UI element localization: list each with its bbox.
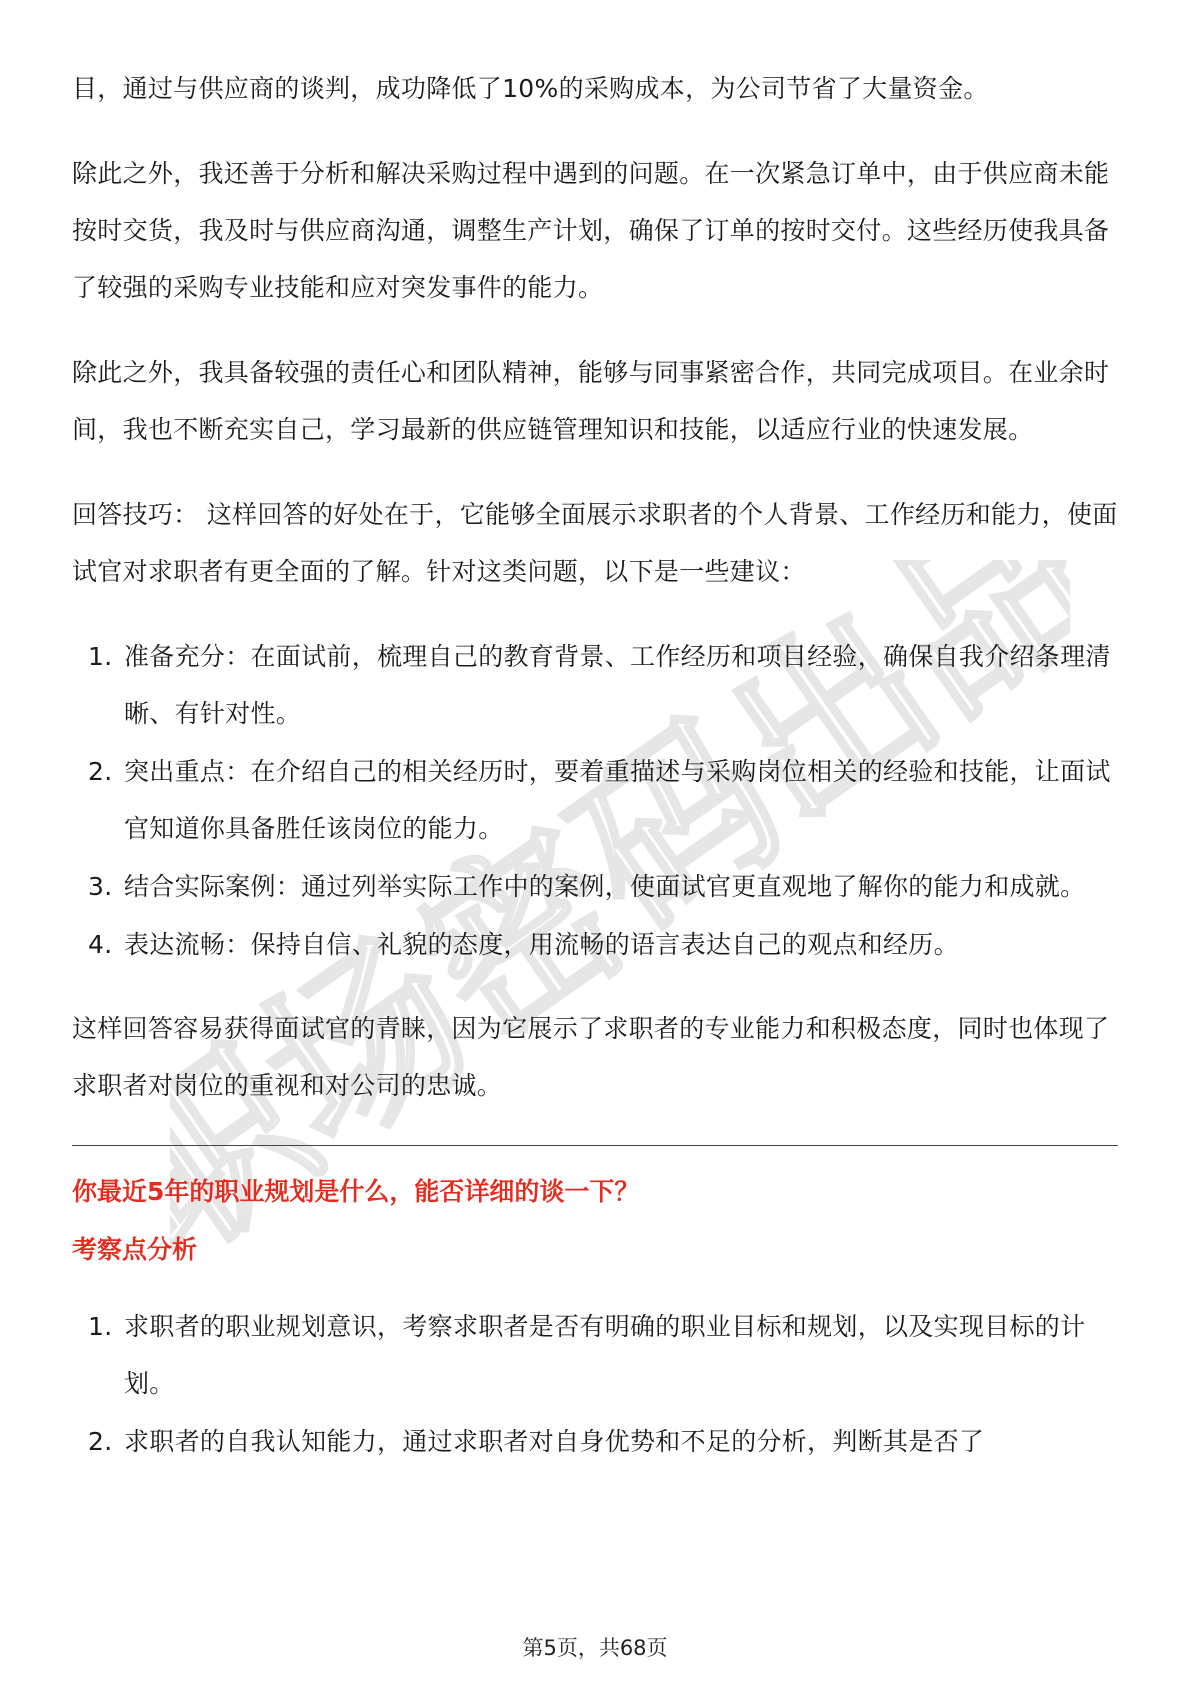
paragraph: 目，通过与供应商的谈判，成功降低了10%的采购成本，为公司节省了大量资金。 (72, 74, 989, 103)
list-number: 4. (88, 930, 113, 959)
list-item-text: 准备充分：在面试前，梳理自己的教育背景、工作经历和项目经验，确保自我介绍条理清晰、有针对性。 (124, 642, 1111, 728)
section-divider (72, 1145, 1118, 1146)
tips-list (72, 628, 1118, 973)
list-item (72, 858, 1118, 915)
list-number: 2. (88, 757, 113, 786)
list-number: 1. (88, 642, 113, 671)
watermark-text: 职场密码出品 (170, 560, 1070, 1260)
list-item-text: 结合实际案例：通过列举实际工作中的案例，使面试官更直观地了解你的能力和成就。 (124, 872, 1086, 901)
answer-tips-paragraph: 回答技巧： 这样回答的好处在于，它能够全面展示求职者的个人背景、工作经历和能力，使面试官对求职者有更全面的了解。针对这类问题，以下是一些建议： (72, 500, 1118, 586)
list-item (72, 628, 1118, 742)
list-item-text: 求职者的自我认知能力，通过求职者对自身优势和不足的分析，判断其是否了 (124, 1427, 985, 1456)
analysis-list (72, 1298, 1118, 1470)
list-item-text: 求职者的职业规划意识，考察求职者是否有明确的职业目标和规划，以及实现目标的计划。 (124, 1312, 1086, 1398)
interview-question: 你最近5年的职业规划是什么，能否详细的谈一下？ (72, 1177, 640, 1206)
list-item (72, 743, 1118, 857)
list-number: 2. (88, 1427, 113, 1456)
list-item (72, 916, 1118, 973)
paragraph: 除此之外，我还善于分析和解决采购过程中遇到的问题。在一次紧急订单中，由于供应商未能按时交货，我及时与供应商沟通，调整生产计划，确保了订单的按时交付。这些经历使我具备了较强的采购专业技能和应对突发事件的能力。 (72, 159, 1110, 302)
page-footer: 第5页，共68页 (522, 1636, 668, 1660)
document-body (72, 60, 1118, 1497)
list-item-text: 突出重点：在介绍自己的相关经历时，要着重描述与采购岗位相关的经验和技能，让面试官知道你具备胜任该岗位的能力。 (124, 757, 1111, 843)
analysis-heading: 考察点分析 (72, 1235, 198, 1264)
list-item (72, 1413, 1118, 1470)
list-number: 3. (88, 872, 113, 901)
paragraph: 除此之外，我具备较强的责任心和团队精神，能够与同事紧密合作，共同完成项目。在业余时间，我也不断充实自己，学习最新的供应链管理知识和技能，以适应行业的快速发展。 (72, 358, 1110, 444)
list-item-text: 表达流畅：保持自信、礼貌的态度，用流畅的语言表达自己的观点和经历。 (124, 930, 959, 959)
list-item (72, 1298, 1118, 1412)
list-number: 1. (88, 1312, 113, 1341)
conclusion-paragraph: 这样回答容易获得面试官的青睐，因为它展示了求职者的专业能力和积极态度，同时也体现了求职者对岗位的重视和对公司的忠诚。 (72, 1014, 1110, 1100)
